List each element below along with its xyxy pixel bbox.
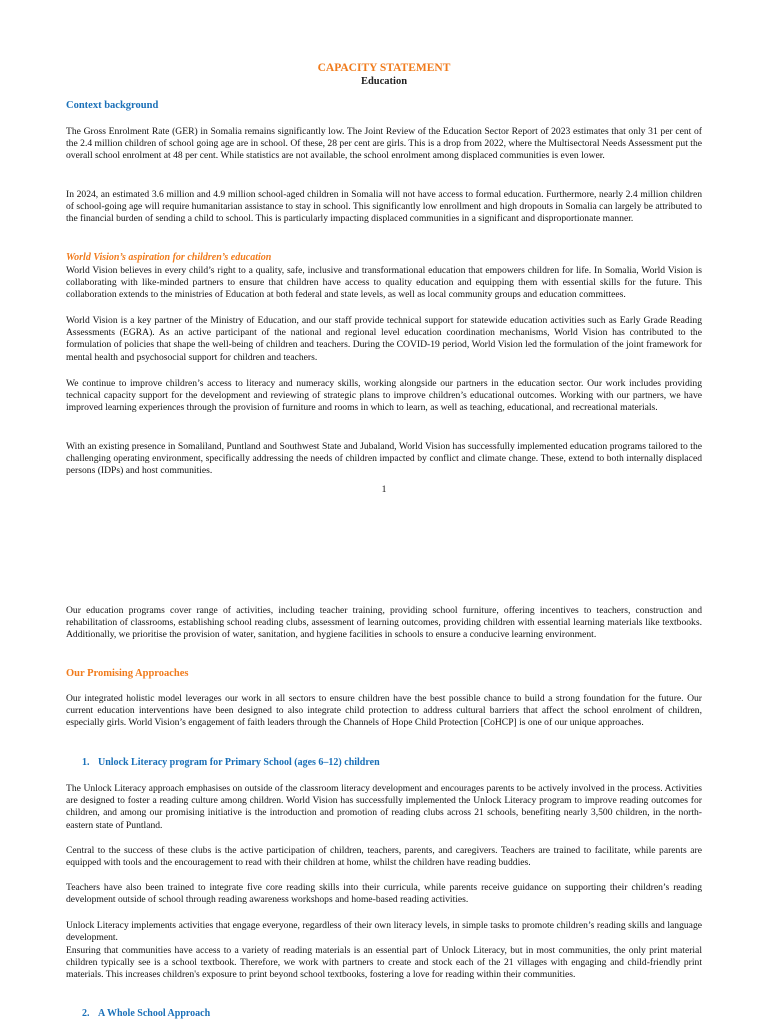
context-heading: Context background: [66, 100, 159, 111]
aspiration-paragraph-3: We continue to improve children’s access to literacy and numeracy skills, working alongside our partners in the education sector. Our work includes providing technical capacity support for the development and reviewing of strategic plans to improve children’s educational outcomes. Working with our partners, we have improved learning experiences through the provision of furniture and rooms in which to learn, as well as teaching, educational, and recreational materials.: [66, 378, 702, 414]
unlock-literacy-paragraph-2: Central to the success of these clubs is the active participation of children, teachers, parents, and caregivers. Teachers are trained to facilitate, while parents are equipped with tools and the encouragement to read with their children at home, whilst the children have reading buddies.: [66, 845, 702, 869]
programs-paragraph: Our education programs cover range of activities, including teacher training, providing school furniture, offering incentives to teachers, construction and rehabilitation of classrooms, establishing school reading clubs, assessment of learning outcomes, providing children with essential learning materials like textbooks. Additionally, we prioritise the provision of water, sanitation, and hygiene facilities in schools to ensure a conducive learning environment.: [66, 605, 702, 641]
context-paragraph-2: In 2024, an estimated 3.6 million and 4.9 million school-aged children in Somalia will not have access to formal education. Furthermore, nearly 2.4 million children of school-going age will require humanitarian assistance to stay in school. This significantly low enrollment and high dropouts in Somalia can largely be attributed to the financial burden of sending a child to school. This is particularly impacting displaced communities in a significant and disproportionate manner.: [66, 189, 702, 225]
unlock-literacy-paragraph-5: Ensuring that communities have access to a variety of reading materials is an essential part of Unlock Literacy, but in most communities, the only print material children typically see is a school textbook. Therefore, we work with partners to create and stock each of the 21 villages with engaging and child-friendly print materials. This increases children's exposure to print beyond school textbooks, fostering a love for reading within their communities.: [66, 945, 702, 981]
document-subtitle: Education: [360, 76, 408, 87]
approaches-paragraph: Our integrated holistic model leverages our work in all sectors to ensure children have the best possible chance to build a strong foundation for the future. Our current education interventions have been designed to also integrate child protection to address cultural barriers that affect the school enrolment of children, especially girls. World Vision’s engagement of faith leaders through the Channels of Hope Child Protection [CoHCP] is one of our unique approaches.: [66, 693, 702, 729]
approaches-heading: Our Promising Approaches: [66, 668, 189, 679]
aspiration-paragraph-2: World Vision is a key partner of the Ministry of Education, and our staff provide technical support for statewide education activities such as Early Grade Reading Assessments (EGRA). As an active participant of the national and regional level education coordination mechanisms, World Vision has contributed to the formulation of policies that shape the well-being of children and teachers. During the COVID-19 period, World Vision led the formulation of the joint framework for mental health and psychosocial support for children and teachers.: [66, 315, 702, 363]
unlock-literacy-title: Unlock Literacy program for Primary School (ages 6–12) children: [98, 757, 380, 768]
unlock-literacy-paragraph-1: The Unlock Literacy approach emphasises on outside of the classroom literacy development and encourages parents to be actively involved in the process. Activities are designed to foster a reading culture among children. World Vision has successfully implemented the Unlock Literacy program to improve reading outcomes for children, and among our promising initiative is the introduction and promotion of reading clubs across 21 schools, benefiting nearly 3,500 children, in the north-eastern state of Puntland.: [66, 783, 702, 831]
unlock-literacy-paragraph-4: Unlock Literacy implements activities that engage everyone, regardless of their own literacy levels, in simple tasks to promote children’s reading skills and language development.: [66, 920, 702, 944]
whole-school-number: 2.: [82, 1008, 90, 1019]
unlock-literacy-heading: [82, 757, 702, 768]
whole-school-title: A Whole School Approach: [98, 1008, 211, 1019]
context-paragraph-1: The Gross Enrolment Rate (GER) in Somalia remains significantly low. The Joint Review of the Education Sector Report of 2023 estimates that only 31 per cent of the 2.4 million children of school going age are in school. Of these, 28 per cent are girls. This is a drop from 2022, where the Multisectoral Needs Assessment put the overall school enrolment at 48 per cent. While statistics are not available, the school enrolment among displaced communities is even lower.: [66, 126, 702, 162]
document-title: CAPACITY STATEMENT: [317, 62, 451, 74]
aspiration-heading: World Vision’s aspiration for children’s education: [66, 252, 272, 263]
unlock-literacy-number: 1.: [82, 757, 90, 768]
aspiration-paragraph-1: World Vision believes in every child’s right to a quality, safe, inclusive and transformational education that empowers children for life. In Somalia, World Vision is collaborating with like-minded partners to ensure that children have access to quality education and equipping them with essential skills for the future. This collaboration extends to the ministries of Education at both federal and state levels, as well as local community groups and education committees.: [66, 265, 702, 301]
aspiration-paragraph-4: With an existing presence in Somaliland, Puntland and Southwest State and Jubaland, World Vision has successfully implemented education programs tailored to the challenging operating environment, specifically addressing the needs of children impacted by conflict and climate change. These, extend to both internally displaced persons (IDPs) and host communities.: [66, 441, 702, 477]
page-number: 1: [381, 484, 387, 495]
whole-school-heading: [82, 1008, 702, 1019]
unlock-literacy-paragraph-3: Teachers have also been trained to integrate five core reading skills into their curricula, while parents receive guidance on supporting their children’s reading development outside of school through reading awareness workshops and home-based reading activities.: [66, 882, 702, 906]
